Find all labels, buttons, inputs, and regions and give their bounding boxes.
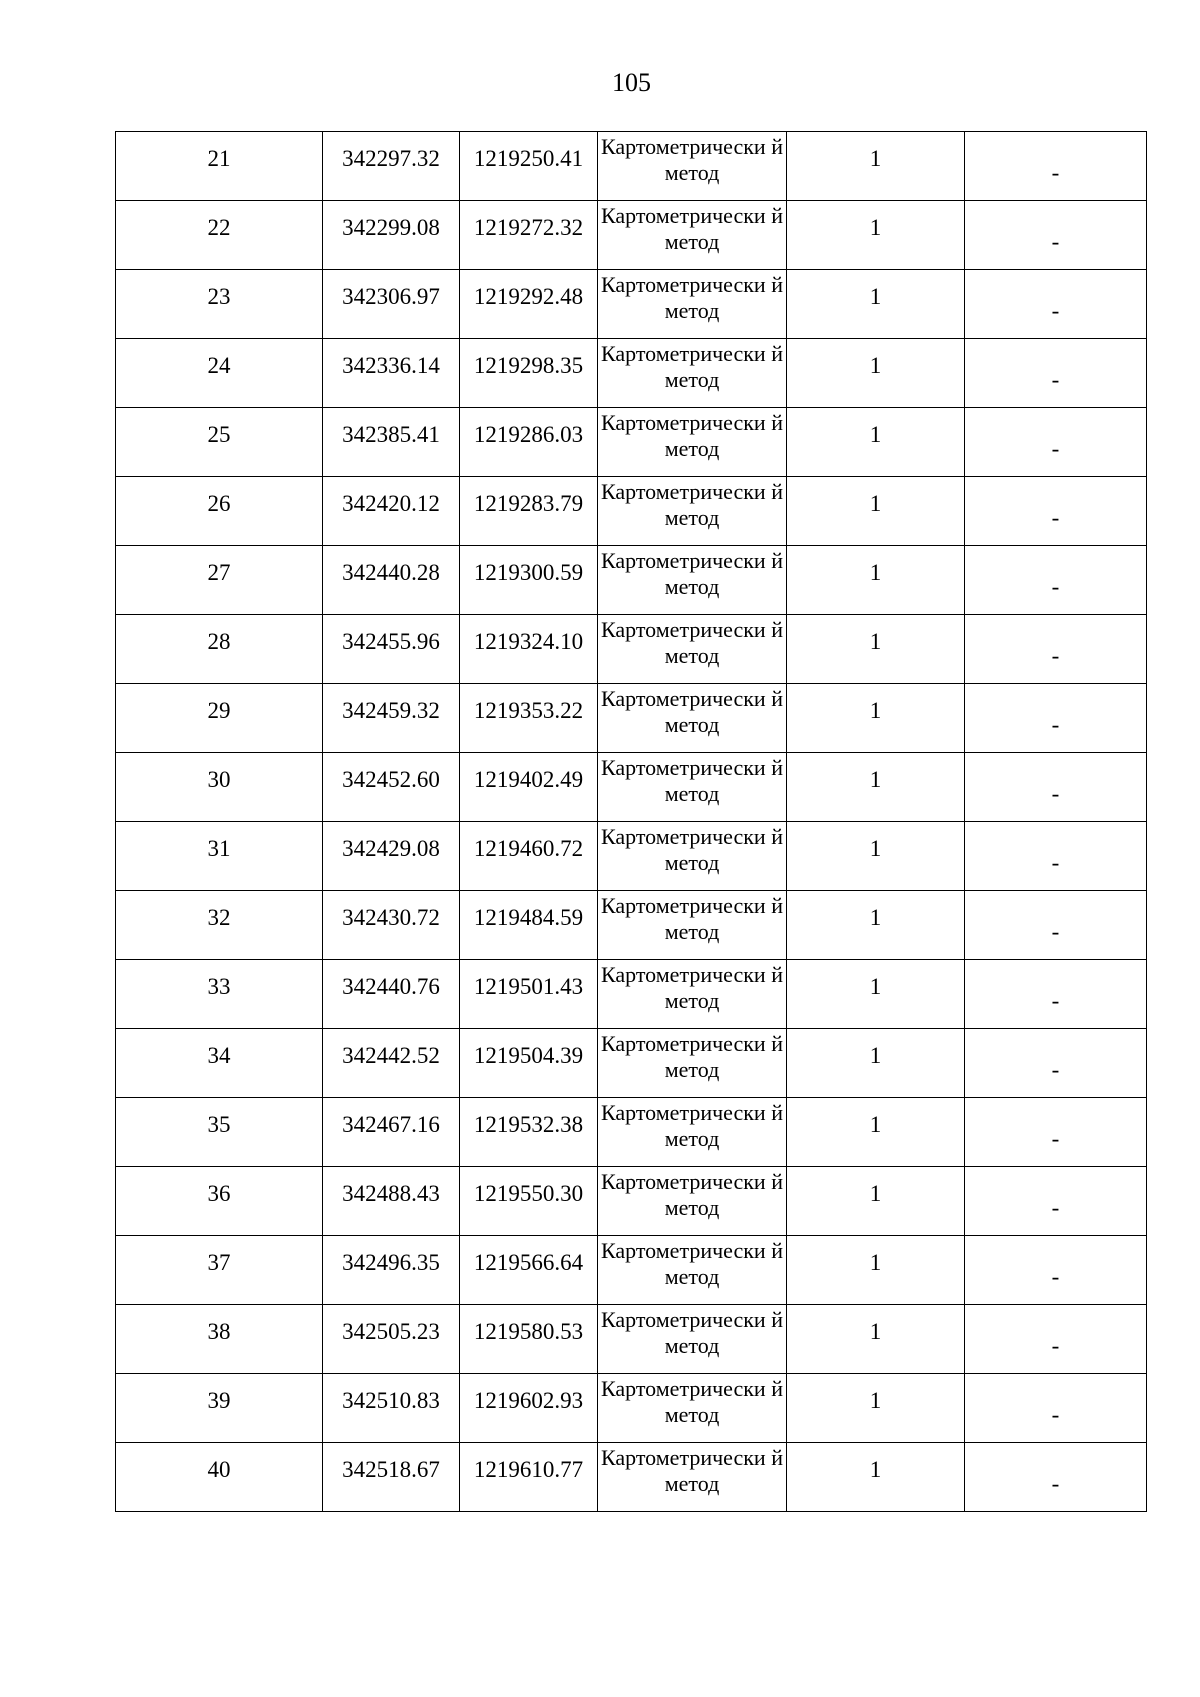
method-text: Картометрически й метод [601,1376,783,1427]
y-coordinate-text: 1219460.72 [473,836,584,861]
accuracy-cell [787,1305,965,1374]
accuracy-cell [787,891,965,960]
x-coordinate-text: 342336.14 [342,353,440,378]
accuracy-cell [787,1029,965,1098]
y-coordinate-text: 1219532.38 [473,1112,584,1137]
accuracy-text: 1 [869,491,882,516]
accuracy-text: 1 [869,905,882,930]
y-coordinate-cell [460,1098,598,1167]
note-text: - [1051,1264,1060,1289]
note-cell [965,1029,1147,1098]
x-coordinate-cell [323,477,460,546]
method-text: Картометрически й метод [601,1238,783,1289]
accuracy-cell [787,477,965,546]
note-cell [965,960,1147,1029]
accuracy-cell [787,132,965,201]
x-coordinate-cell [323,684,460,753]
table-row [116,753,1147,822]
method-cell [598,960,787,1029]
accuracy-cell [787,1098,965,1167]
method-cell [598,1305,787,1374]
accuracy-cell [787,339,965,408]
note-cell [965,1236,1147,1305]
table-row [116,408,1147,477]
point-number-text: 21 [207,146,231,171]
method-cell [598,201,787,270]
point-number-cell [116,1098,323,1167]
y-coordinate-text: 1219353.22 [473,698,584,723]
x-coordinate-cell [323,1374,460,1443]
point-number-text: 37 [207,1250,231,1275]
y-coordinate-cell [460,201,598,270]
note-cell [965,132,1147,201]
table-row [116,1167,1147,1236]
y-coordinate-text: 1219300.59 [473,560,584,585]
table-row [116,270,1147,339]
x-coordinate-text: 342505.23 [342,1319,440,1344]
method-text: Картометрически й метод [601,203,783,254]
table-body [116,132,1147,1512]
accuracy-text: 1 [869,284,882,309]
point-number-text: 35 [207,1112,231,1137]
accuracy-text: 1 [869,1319,882,1344]
accuracy-cell [787,684,965,753]
note-text: - [1051,1195,1060,1220]
accuracy-text: 1 [869,836,882,861]
x-coordinate-cell [323,1443,460,1512]
note-text: - [1051,712,1060,737]
y-coordinate-cell [460,960,598,1029]
y-coordinate-text: 1219286.03 [473,422,584,447]
point-number-cell [116,753,323,822]
y-coordinate-text: 1219566.64 [473,1250,584,1275]
accuracy-cell [787,201,965,270]
y-coordinate-cell [460,408,598,477]
note-cell [965,1098,1147,1167]
y-coordinate-text: 1219610.77 [473,1457,584,1482]
y-coordinate-cell [460,615,598,684]
method-cell [598,1236,787,1305]
accuracy-text: 1 [869,767,882,792]
table-row [116,201,1147,270]
y-coordinate-text: 1219292.48 [473,284,584,309]
x-coordinate-cell [323,753,460,822]
coordinates-table [115,131,1147,1512]
accuracy-cell [787,1167,965,1236]
x-coordinate-text: 342510.83 [342,1388,440,1413]
note-cell [965,1305,1147,1374]
point-number-text: 22 [207,215,231,240]
point-number-cell [116,615,323,684]
note-cell [965,822,1147,891]
y-coordinate-cell [460,1236,598,1305]
point-number-cell [116,891,323,960]
y-coordinate-text: 1219324.10 [473,629,584,654]
y-coordinate-cell [460,132,598,201]
x-coordinate-text: 342496.35 [342,1250,440,1275]
page-number: 105 [612,68,651,97]
point-number-cell [116,270,323,339]
note-text: - [1051,574,1060,599]
table-row [116,1029,1147,1098]
accuracy-text: 1 [869,146,882,171]
point-number-cell [116,132,323,201]
accuracy-text: 1 [869,353,882,378]
accuracy-cell [787,1236,965,1305]
point-number-text: 26 [207,491,231,516]
accuracy-text: 1 [869,560,882,585]
accuracy-text: 1 [869,1112,882,1137]
method-text: Картометрически й метод [601,893,783,944]
x-coordinate-text: 342297.32 [342,146,440,171]
point-number-cell [116,1305,323,1374]
note-text: - [1051,1402,1060,1427]
x-coordinate-cell [323,546,460,615]
accuracy-text: 1 [869,1043,882,1068]
point-number-text: 24 [207,353,231,378]
method-text: Картометрически й метод [601,410,783,461]
point-number-text: 32 [207,905,231,930]
method-cell [598,1167,787,1236]
accuracy-cell [787,408,965,477]
y-coordinate-cell [460,270,598,339]
x-coordinate-text: 342452.60 [342,767,440,792]
table-row [116,822,1147,891]
x-coordinate-cell [323,1236,460,1305]
accuracy-cell [787,546,965,615]
point-number-cell [116,1167,323,1236]
accuracy-cell [787,822,965,891]
method-text: Картометрически й метод [601,686,783,737]
point-number-text: 34 [207,1043,231,1068]
point-number-cell [116,1029,323,1098]
y-coordinate-text: 1219402.49 [473,767,584,792]
point-number-cell [116,822,323,891]
y-coordinate-cell [460,477,598,546]
accuracy-text: 1 [869,1181,882,1206]
point-number-cell [116,339,323,408]
y-coordinate-text: 1219504.39 [473,1043,584,1068]
point-number-text: 27 [207,560,231,585]
table-row [116,546,1147,615]
y-coordinate-cell [460,1029,598,1098]
method-text: Картометрически й метод [601,272,783,323]
y-coordinate-cell [460,1443,598,1512]
y-coordinate-text: 1219298.35 [473,353,584,378]
x-coordinate-text: 342442.52 [342,1043,440,1068]
note-cell [965,339,1147,408]
y-coordinate-text: 1219550.30 [473,1181,584,1206]
x-coordinate-cell [323,408,460,477]
table-row [116,1374,1147,1443]
note-text: - [1051,160,1060,185]
note-text: - [1051,436,1060,461]
x-coordinate-text: 342440.28 [342,560,440,585]
y-coordinate-cell [460,1305,598,1374]
method-cell [598,408,787,477]
point-number-text: 23 [207,284,231,309]
x-coordinate-text: 342430.72 [342,905,440,930]
x-coordinate-cell [323,1029,460,1098]
method-text: Картометрически й метод [601,548,783,599]
method-cell [598,891,787,960]
table-row [116,1305,1147,1374]
method-text: Картометрически й метод [601,824,783,875]
method-cell [598,753,787,822]
method-text: Картометрически й метод [601,1445,783,1496]
accuracy-cell [787,615,965,684]
method-text: Картометрически й метод [601,1169,783,1220]
method-cell [598,339,787,408]
method-cell [598,1098,787,1167]
method-text: Картометрически й метод [601,617,783,668]
x-coordinate-cell [323,891,460,960]
y-coordinate-cell [460,891,598,960]
note-cell [965,1374,1147,1443]
point-number-cell [116,201,323,270]
table-row [116,1098,1147,1167]
x-coordinate-text: 342459.32 [342,698,440,723]
x-coordinate-text: 342455.96 [342,629,440,654]
accuracy-text: 1 [869,1388,882,1413]
note-cell [965,408,1147,477]
x-coordinate-cell [323,1098,460,1167]
point-number-text: 29 [207,698,231,723]
accuracy-text: 1 [869,629,882,654]
point-number-text: 25 [207,422,231,447]
point-number-cell [116,960,323,1029]
note-text: - [1051,850,1060,875]
method-text: Картометрически й метод [601,341,783,392]
y-coordinate-text: 1219602.93 [473,1388,584,1413]
method-cell [598,1029,787,1098]
point-number-cell [116,477,323,546]
method-text: Картометрически й метод [601,1100,783,1151]
y-coordinate-text: 1219272.32 [473,215,584,240]
note-text: - [1051,1333,1060,1358]
note-text: - [1051,298,1060,323]
accuracy-cell [787,270,965,339]
point-number-cell [116,546,323,615]
accuracy-text: 1 [869,974,882,999]
x-coordinate-text: 342429.08 [342,836,440,861]
note-cell [965,546,1147,615]
x-coordinate-cell [323,201,460,270]
point-number-text: 36 [207,1181,231,1206]
method-text: Картометрически й метод [601,962,783,1013]
accuracy-cell [787,1374,965,1443]
note-text: - [1051,643,1060,668]
y-coordinate-cell [460,684,598,753]
note-text: - [1051,505,1060,530]
x-coordinate-text: 342488.43 [342,1181,440,1206]
x-coordinate-cell [323,339,460,408]
method-cell [598,132,787,201]
y-coordinate-text: 1219250.41 [473,146,584,171]
note-cell [965,1167,1147,1236]
method-cell [598,477,787,546]
note-text: - [1051,781,1060,806]
point-number-cell [116,408,323,477]
note-text: - [1051,1057,1060,1082]
point-number-text: 38 [207,1319,231,1344]
x-coordinate-text: 342299.08 [342,215,440,240]
x-coordinate-text: 342306.97 [342,284,440,309]
note-text: - [1051,229,1060,254]
x-coordinate-cell [323,132,460,201]
accuracy-text: 1 [869,422,882,447]
x-coordinate-text: 342518.67 [342,1457,440,1482]
y-coordinate-text: 1219501.43 [473,974,584,999]
y-coordinate-cell [460,753,598,822]
table-row [116,615,1147,684]
method-cell [598,615,787,684]
x-coordinate-cell [323,1167,460,1236]
x-coordinate-text: 342467.16 [342,1112,440,1137]
method-text: Картометрически й метод [601,134,783,185]
x-coordinate-text: 342440.76 [342,974,440,999]
note-cell [965,477,1147,546]
method-cell [598,270,787,339]
method-cell [598,546,787,615]
method-cell [598,1374,787,1443]
accuracy-cell [787,960,965,1029]
point-number-text: 39 [207,1388,231,1413]
point-number-cell [116,1236,323,1305]
x-coordinate-text: 342420.12 [342,491,440,516]
method-cell [598,1443,787,1512]
note-text: - [1051,1471,1060,1496]
method-text: Картометрически й метод [601,1307,783,1358]
note-text: - [1051,1126,1060,1151]
y-coordinate-cell [460,339,598,408]
y-coordinate-cell [460,1374,598,1443]
accuracy-text: 1 [869,215,882,240]
y-coordinate-cell [460,546,598,615]
point-number-cell [116,684,323,753]
method-text: Картометрически й метод [601,755,783,806]
x-coordinate-text: 342385.41 [342,422,440,447]
x-coordinate-cell [323,615,460,684]
y-coordinate-cell [460,822,598,891]
x-coordinate-cell [323,1305,460,1374]
point-number-cell [116,1374,323,1443]
table-row [116,132,1147,201]
note-cell [965,753,1147,822]
note-cell [965,270,1147,339]
point-number-cell [116,1443,323,1512]
note-text: - [1051,367,1060,392]
table-row [116,891,1147,960]
accuracy-text: 1 [869,1250,882,1275]
point-number-text: 30 [207,767,231,792]
accuracy-cell [787,1443,965,1512]
table-row [116,477,1147,546]
x-coordinate-cell [323,960,460,1029]
accuracy-text: 1 [869,1457,882,1482]
method-cell [598,822,787,891]
accuracy-cell [787,753,965,822]
method-text: Картометрически й метод [601,479,783,530]
note-text: - [1051,988,1060,1013]
y-coordinate-text: 1219580.53 [473,1319,584,1344]
y-coordinate-text: 1219283.79 [473,491,584,516]
method-text: Картометрически й метод [601,1031,783,1082]
table-row [116,1236,1147,1305]
table-row [116,1443,1147,1512]
note-cell [965,684,1147,753]
point-number-text: 31 [207,836,231,861]
point-number-text: 28 [207,629,231,654]
note-text: - [1051,919,1060,944]
method-cell [598,684,787,753]
point-number-text: 33 [207,974,231,999]
x-coordinate-cell [323,822,460,891]
x-coordinate-cell [323,270,460,339]
accuracy-text: 1 [869,698,882,723]
table-row [116,960,1147,1029]
note-cell [965,615,1147,684]
note-cell [965,1443,1147,1512]
note-cell [965,201,1147,270]
point-number-text: 40 [207,1457,231,1482]
table-row [116,684,1147,753]
y-coordinate-text: 1219484.59 [473,905,584,930]
note-cell [965,891,1147,960]
table-row [116,339,1147,408]
y-coordinate-cell [460,1167,598,1236]
